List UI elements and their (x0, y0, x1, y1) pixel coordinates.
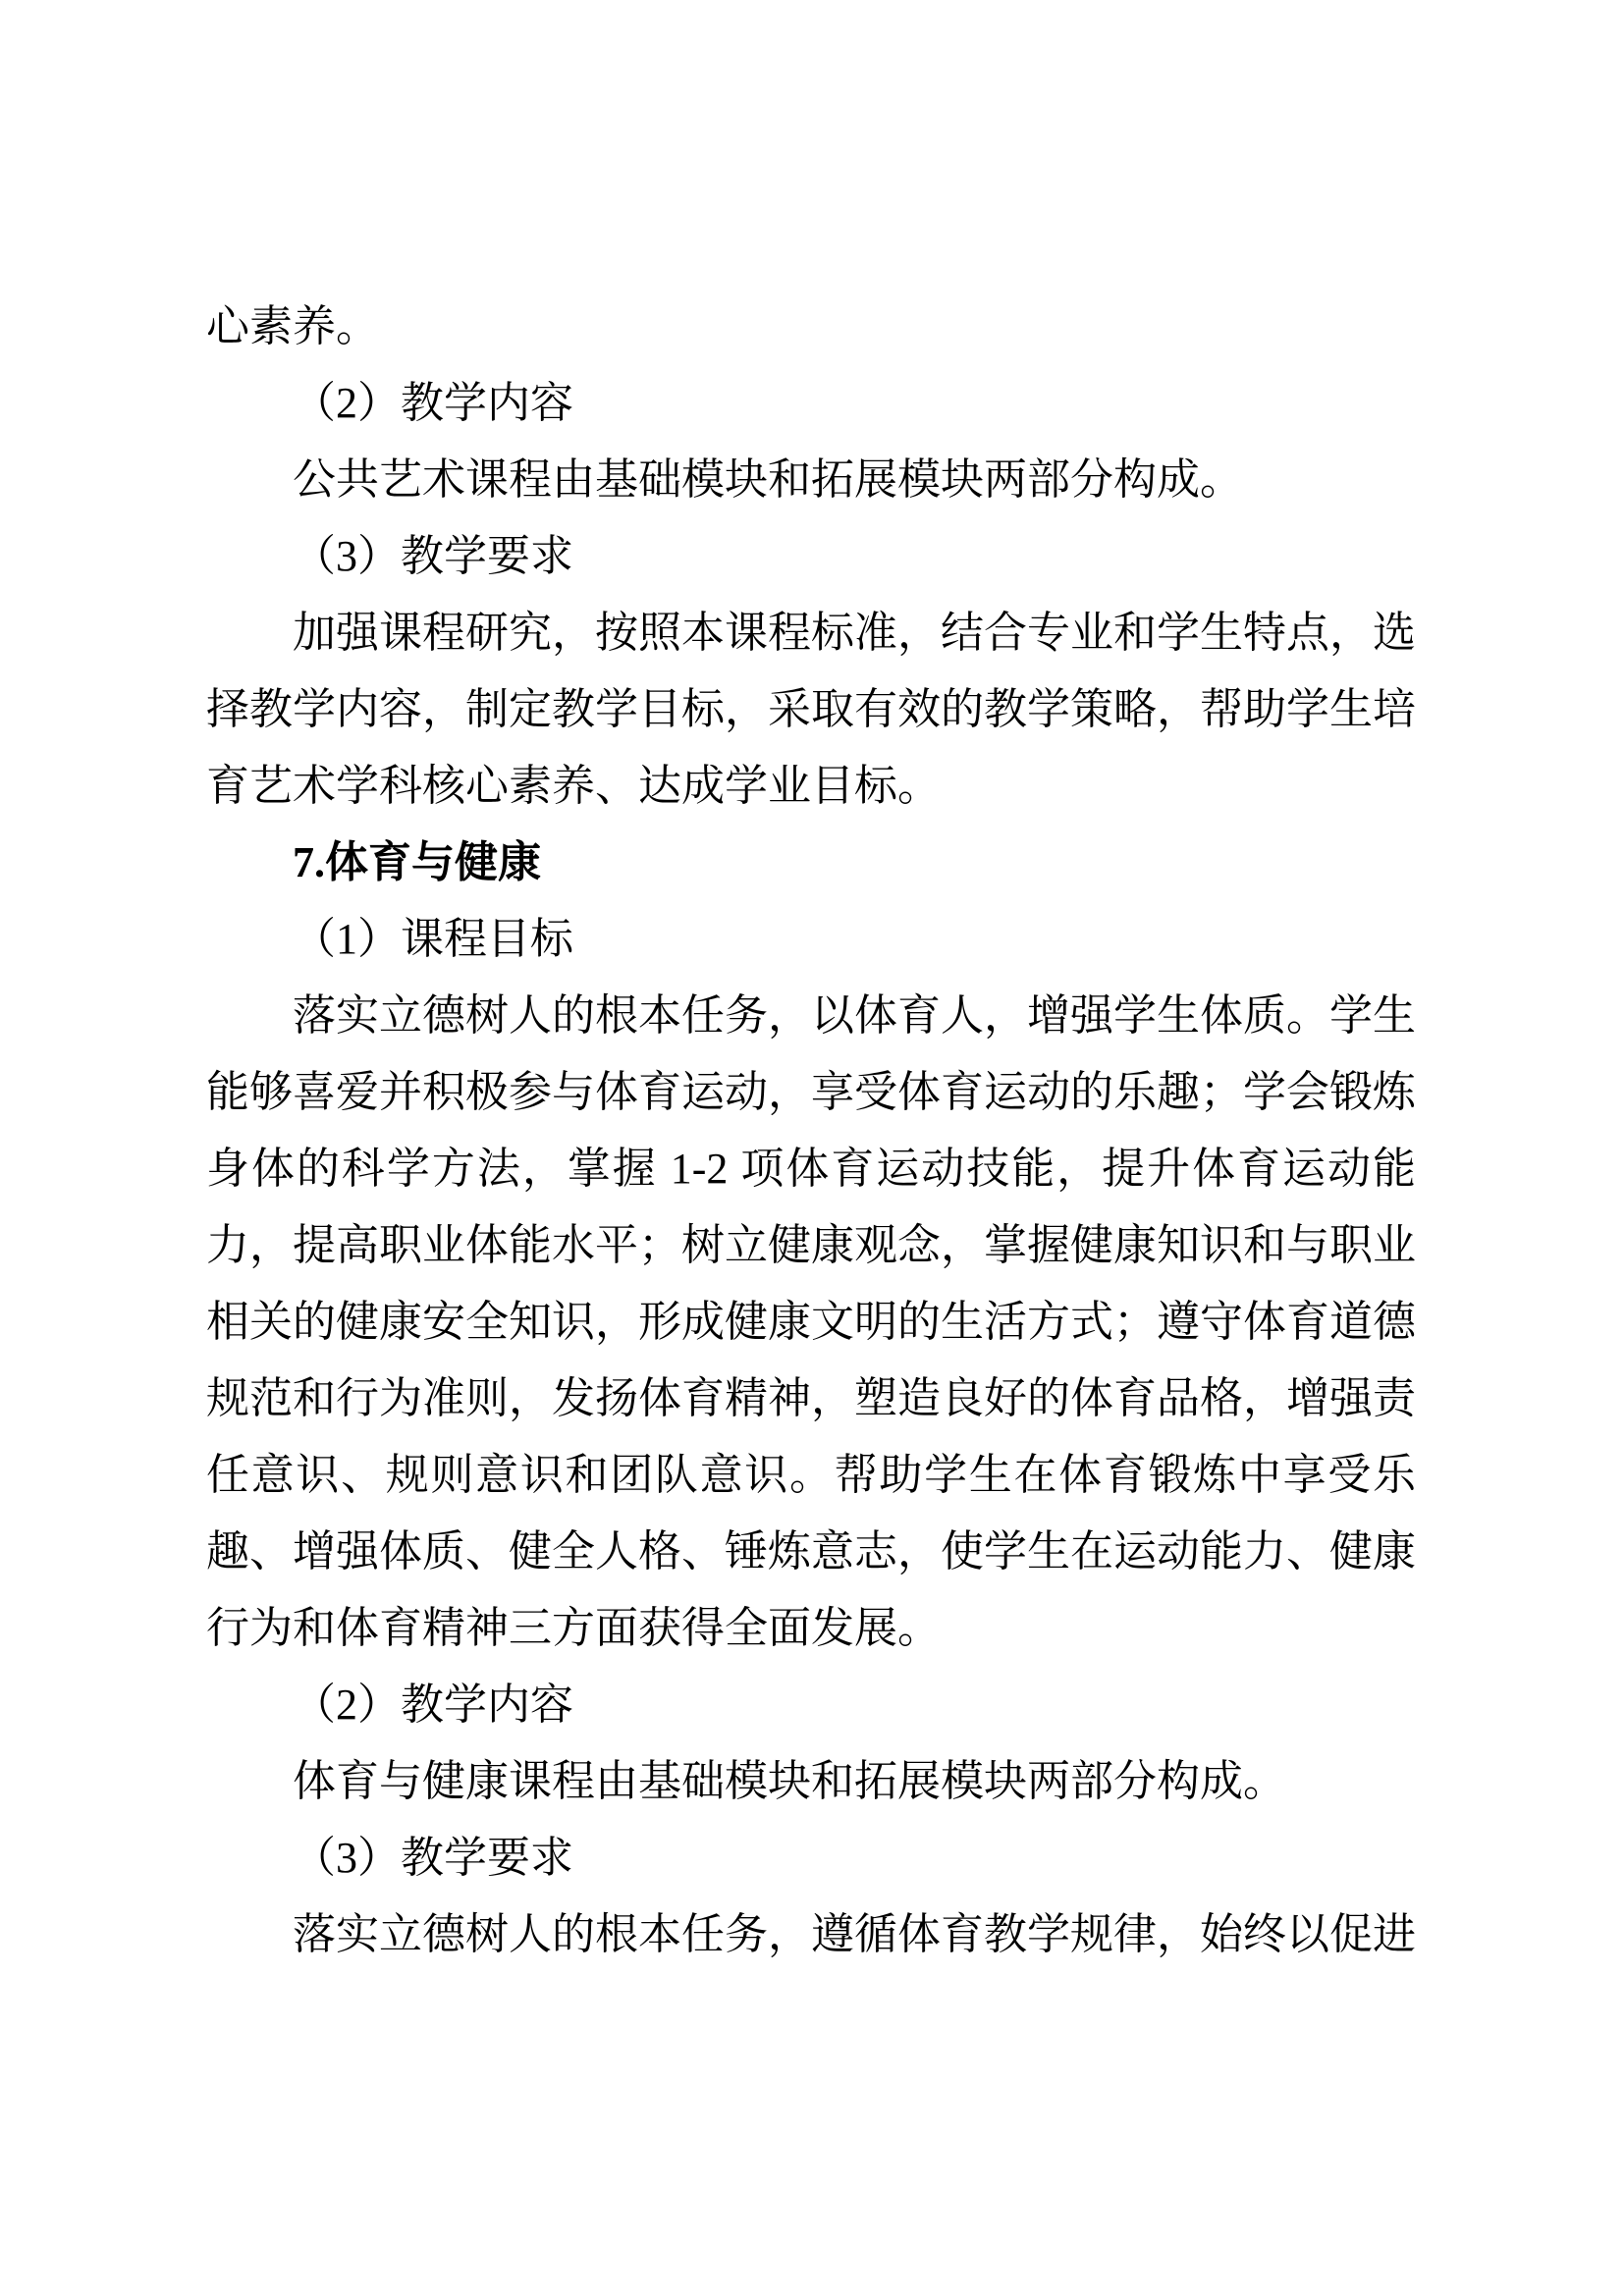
paragraph-section-2-pe-content-heading: （2）教学内容 (293, 1681, 573, 1729)
paragraph-pe-goals-body: 落实立德树人的根本任务，以体育人，增强学生体质。学生能够喜爱并积极参与体育运动，享受体育运动的乐趣；学会锻炼身体的科学方法，掌握 1-2 项体育运动技能，提升体育运动能力，提高职业体能水平；树立健康观念，掌握健康知识和与职业相关的健康安全知识，形成健康文明的生活方式；遵守体育道德规范和行为准则，发扬体育精神，塑造良好的体育品格，增强责任意识、规则意识和团队意识。帮助学生在体育锻炼中享受乐趣、增强体质、健全人格、锤炼意志，使学生在运动能力、健康行为和体育精神三方面获得全面发展。 (206, 991, 1416, 1652)
document-text-block (206, 289, 1416, 1973)
paragraph-section-3-art-requirements-heading: （3）教学要求 (293, 532, 573, 580)
paragraph-art-content-body: 公共艺术课程由基础模块和拓展模块两部分构成。 (293, 455, 1243, 504)
paragraph-pe-requirements-body: 落实立德树人的根本任务，遵循体育教学规律，始终以促进 (293, 1910, 1416, 1958)
paragraph-section-3-pe-requirements-heading: （3）教学要求 (293, 1834, 573, 1882)
section-heading-pe-and-health: 7.体育与健康 (293, 838, 541, 886)
paragraph-continuation: 心素养。 (206, 302, 379, 350)
paragraph-pe-content-body: 体育与健康课程由基础模块和拓展模块两部分构成。 (293, 1757, 1286, 1805)
paragraph-section-2-art-content-heading: （2）教学内容 (293, 379, 573, 427)
paragraph-section-1-pe-goals-heading: （1）课程目标 (293, 915, 573, 963)
paragraph-art-requirements-body: 加强课程研究，按照本课程标准，结合专业和学生特点，选择教学内容，制定教学目标，采取有效的教学策略，帮助学生培育艺术学科核心素养、达成学业目标。 (206, 609, 1416, 810)
